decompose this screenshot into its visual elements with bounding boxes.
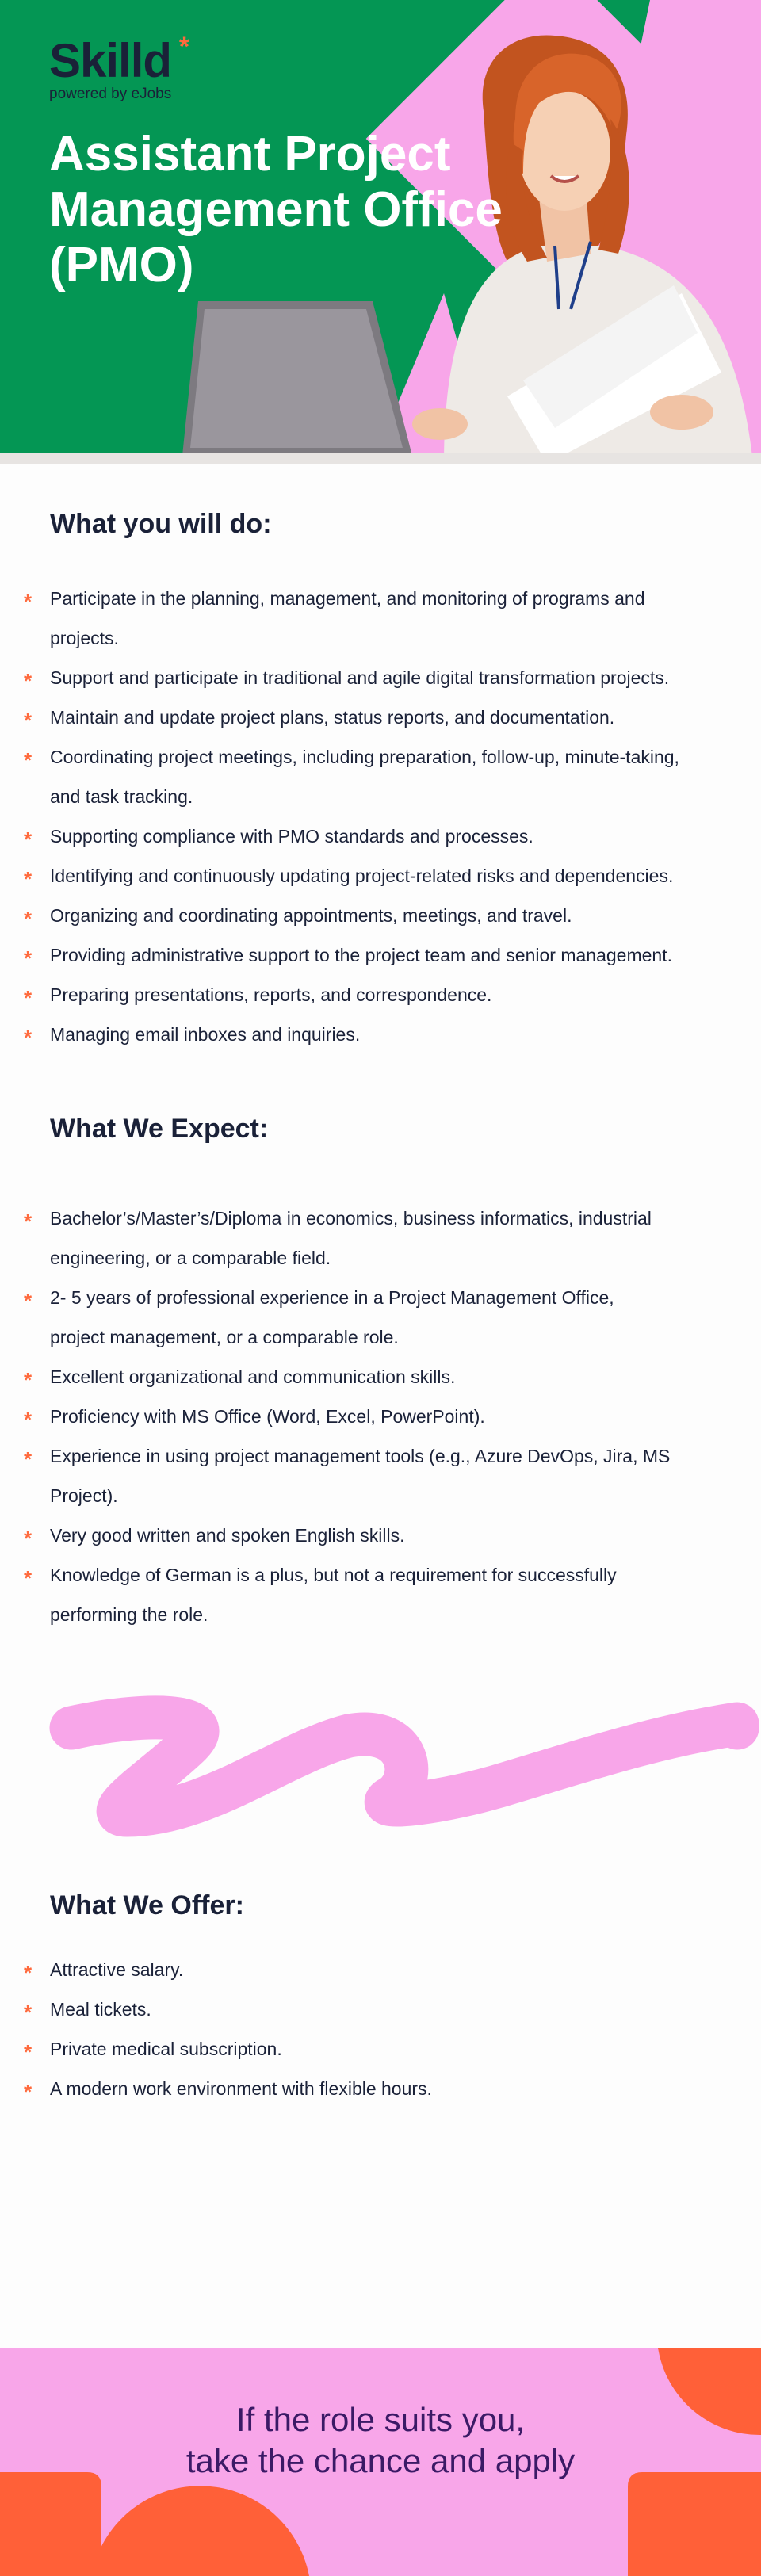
list-item: * Identifying and continuously updating project-related risks and dependencies.: [0, 856, 761, 896]
list-item: * Participate in the planning, management, and monitoring of programs and projects.: [0, 579, 761, 658]
asterisk-bullet-icon: *: [24, 1447, 33, 1471]
asterisk-bullet-icon: *: [24, 907, 33, 931]
asterisk-bullet-icon: *: [24, 867, 33, 891]
list-item: * Very good written and spoken English skills.: [0, 1515, 761, 1555]
list-item: * Providing administrative support to the project team and senior management.: [0, 935, 761, 975]
skilld-logo[interactable]: [49, 32, 189, 103]
asterisk-bullet-icon: *: [24, 748, 33, 772]
list-item: * Coordinating project meetings, including preparation, follow-up, minute-taking, and task tracking.: [0, 737, 761, 816]
asterisk-bullet-icon: *: [24, 1368, 33, 1392]
asterisk-bullet-icon: *: [24, 827, 33, 851]
desk-surface: [0, 453, 761, 464]
asterisk-bullet-icon: *: [24, 1026, 33, 1049]
asterisk-bullet-icon: *: [24, 1527, 33, 1550]
logo-wordmark: Skilld *: [49, 32, 189, 87]
section-title-offer: What We Offer:: [50, 1890, 244, 1921]
list-item: * Support and participate in traditional and agile digital transformation projects.: [0, 658, 761, 698]
expect-list: [0, 1198, 761, 1634]
list-item: * Supporting compliance with PMO standards and processes.: [0, 816, 761, 856]
asterisk-bullet-icon: *: [24, 2080, 33, 2104]
list-item: * Excellent organizational and communication skills.: [0, 1357, 761, 1397]
logo-tagline: powered by eJobs: [49, 86, 172, 102]
list-item: * Preparing presentations, reports, and correspondence.: [0, 975, 761, 1015]
list-item: * Attractive salary.: [0, 1950, 761, 1989]
offer-list: [0, 1950, 761, 2108]
list-item: * Managing email inboxes and inquiries.: [0, 1015, 761, 1054]
asterisk-bullet-icon: *: [24, 986, 33, 1010]
list-item: * Organizing and coordinating appointments, meetings, and travel.: [0, 896, 761, 935]
asterisk-bullet-icon: *: [24, 1961, 33, 1985]
asterisk-bullet-icon: *: [24, 709, 33, 732]
section-title-todo: What you will do:: [50, 509, 272, 539]
job-title: Assistant Project Management Office (PMO): [49, 127, 503, 292]
asterisk-bullet-icon: *: [24, 1289, 33, 1313]
footer-cta-banner: [0, 2348, 761, 2576]
hero-banner: [0, 0, 761, 464]
list-item: * Bachelor’s/Master’s/Diploma in economics, business informatics, industrial engineering, or a comparable field.: [0, 1198, 761, 1278]
list-item: * Private medical subscription.: [0, 2029, 761, 2069]
list-item: * Knowledge of German is a plus, but not a requirement for successfully performing the role.: [0, 1555, 761, 1634]
todo-list: [0, 579, 761, 1054]
asterisk-bullet-icon: *: [24, 1566, 33, 1590]
asterisk-bullet-icon: *: [24, 1408, 33, 1431]
asterisk-bullet-icon: *: [24, 946, 33, 970]
logo-asterisk-icon: *: [178, 32, 189, 62]
list-item: * Meal tickets.: [0, 1989, 761, 2029]
list-item: * A modern work environment with flexible hours.: [0, 2069, 761, 2108]
asterisk-bullet-icon: *: [24, 1210, 33, 1233]
asterisk-bullet-icon: *: [24, 669, 33, 693]
asterisk-bullet-icon: *: [24, 590, 33, 613]
list-item: * Maintain and update project plans, status reports, and documentation.: [0, 698, 761, 737]
list-item: * Proficiency with MS Office (Word, Excel, PowerPoint).: [0, 1397, 761, 1436]
pink-squiggle-decoration: [0, 1664, 761, 1855]
list-item: * 2- 5 years of professional experience in a Project Management Office, project management, or a comparable role.: [0, 1278, 761, 1357]
apply-call-to-action[interactable]: If the role suits you, take the chance and apply: [185, 2401, 576, 2479]
asterisk-bullet-icon: *: [24, 2001, 33, 2024]
list-item: * Experience in using project management tools (e.g., Azure DevOps, Jira, MS Project).: [0, 1436, 761, 1515]
section-title-expect: What We Expect:: [50, 1114, 269, 1144]
asterisk-bullet-icon: *: [24, 2040, 33, 2064]
